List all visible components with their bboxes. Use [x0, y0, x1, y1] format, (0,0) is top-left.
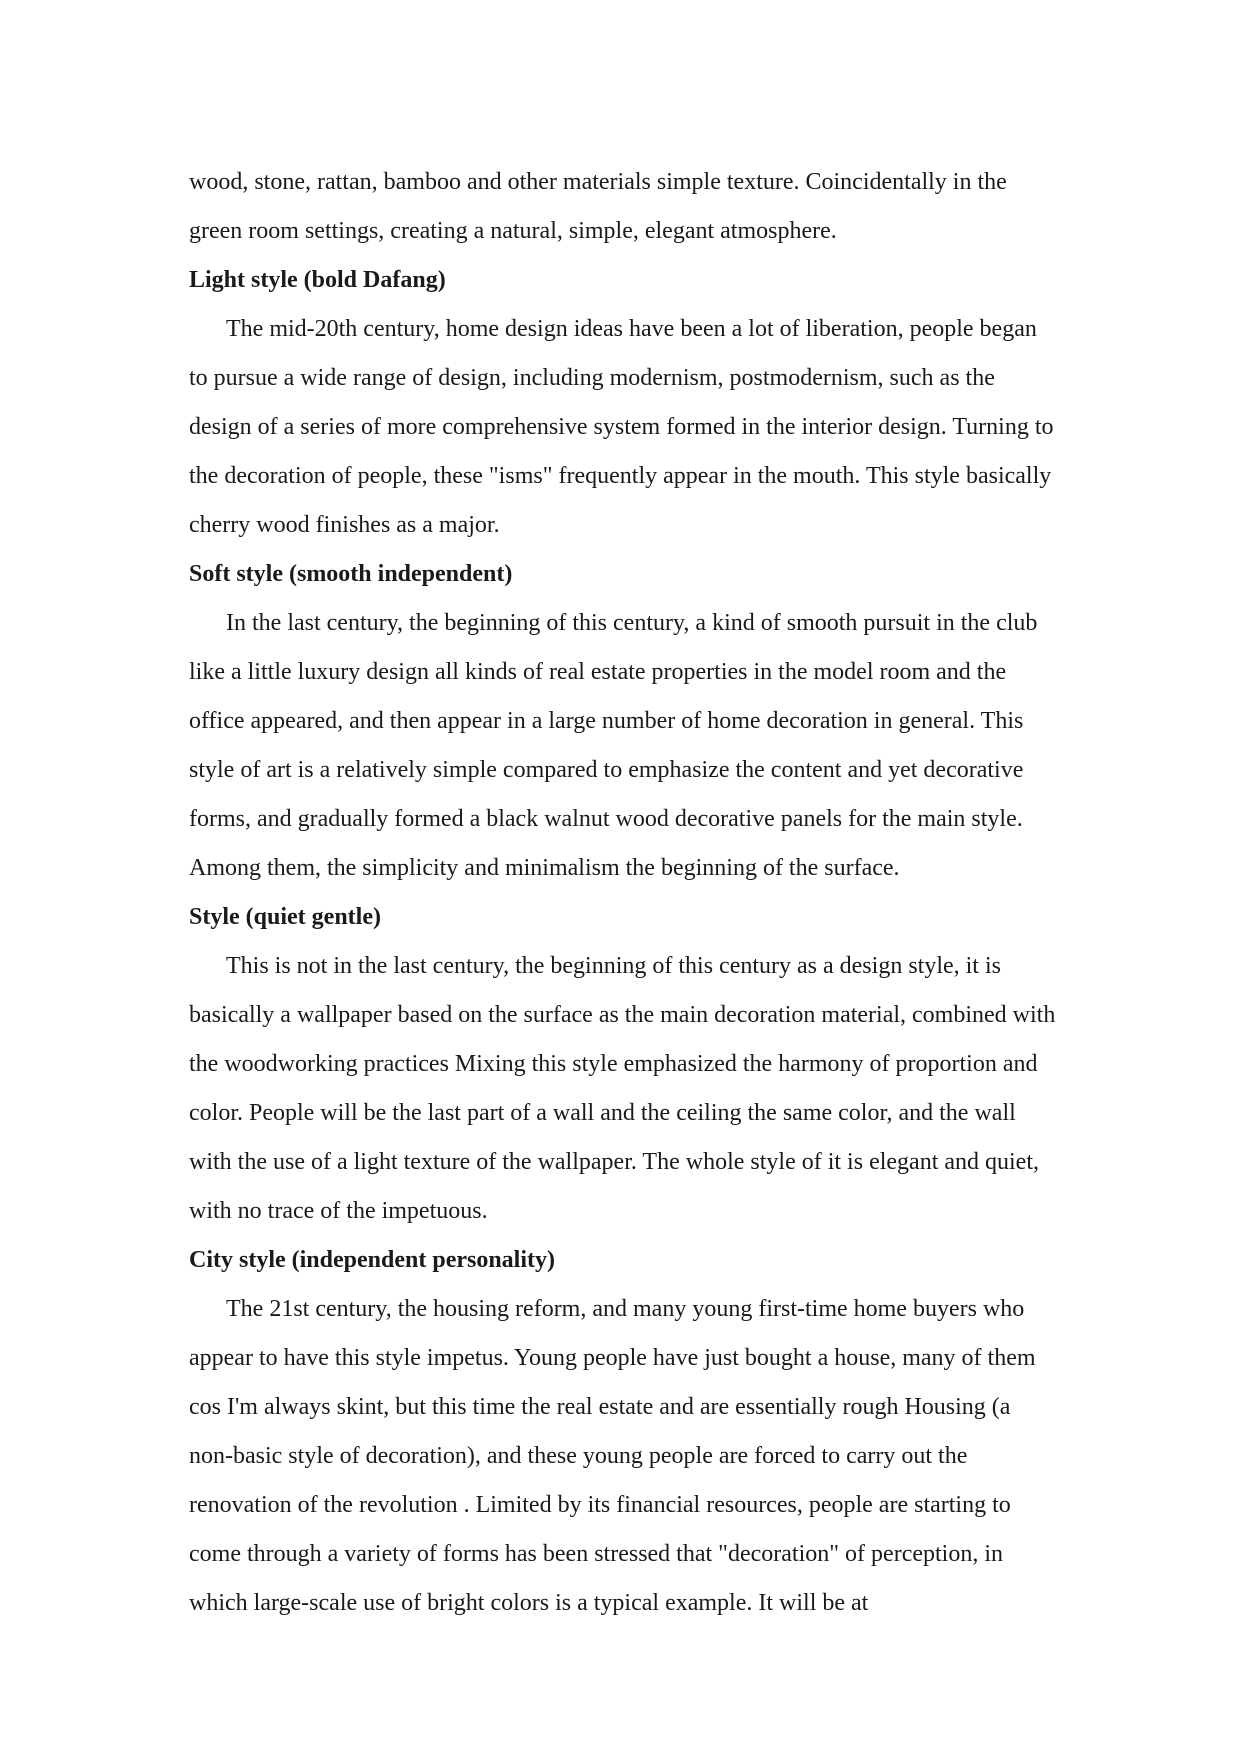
document-body [189, 158, 1059, 1628]
section-body-light-style: The mid-20th century, home design ideas have been a lot of liberation, people began to pursue a wide range of design, including modernism, postmodernism, such as the design of a series of more comprehensive system formed in the interior design. Turning to the decoration of people, these "isms" frequently appear in the mouth. This style basically cherry wood finishes as a major. [189, 316, 1054, 538]
opening-paragraph: wood, stone, rattan, bamboo and other materials simple texture. Coincidentally in the green room settings, creating a natural, simple, elegant atmosphere. [189, 169, 1007, 244]
section-heading-city-style: City style (independent personality) [189, 1247, 555, 1273]
section-heading-quiet-style: Style (quiet gentle) [189, 904, 381, 930]
section-heading-soft-style: Soft style (smooth independent) [189, 561, 513, 587]
section-body-soft-style: In the last century, the beginning of this century, a kind of smooth pursuit in the club like a little luxury design all kinds of real estate properties in the model room and the office appeared, and then appear in a large number of home decoration in general. This style of art is a relatively simple compared to emphasize the content and yet decorative forms, and gradually formed a black walnut wood decorative panels for the main style. Among them, the simplicity and minimalism the beginning of the surface. [189, 610, 1038, 881]
section-body-quiet-style: This is not in the last century, the beginning of this century as a design style, it is basically a wallpaper based on the surface as the main decoration material, combined with the woodworking practices Mixing this style emphasized the harmony of proportion and color. People will be the last part of a wall and the ceiling the same color, and the wall with the use of a light texture of the wallpaper. The whole style of it is elegant and quiet, with no trace of the impetuous. [189, 953, 1056, 1224]
section-heading-light-style: Light style (bold Dafang) [189, 267, 446, 293]
section-body-city-style: The 21st century, the housing reform, and many young first-time home buyers who appear to have this style impetus. Young people have just bought a house, many of them cos I'm always skint, but this time the real estate and are essentially rough Housing (a non-basic style of decoration), and these young people are forced to carry out the renovation of the revolution . Limited by its financial resources, people are starting to come through a variety of forms has been stressed that "decoration" of perception, in which large-scale use of bright colors is a typical example. It will be at [189, 1296, 1036, 1616]
